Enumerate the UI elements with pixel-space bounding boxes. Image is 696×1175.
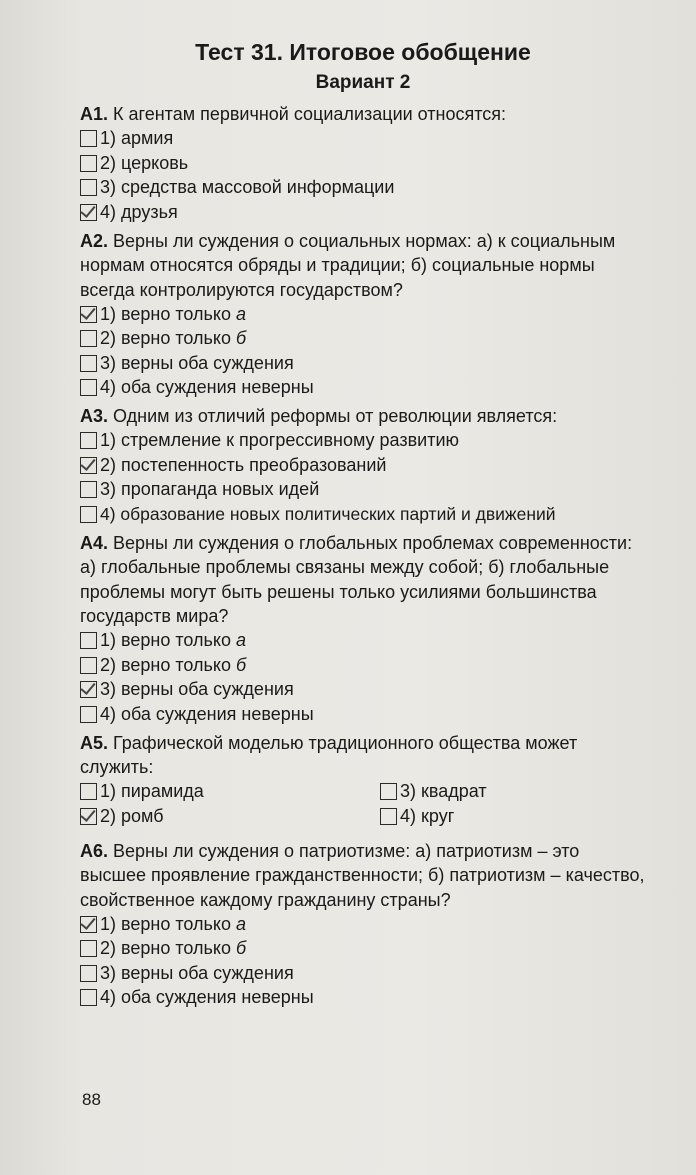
answer-option[interactable] — [80, 351, 646, 376]
option-label: 3) верны оба суждения — [100, 962, 294, 983]
option-label: 3) верны оба суждения — [100, 679, 294, 700]
checkbox[interactable] — [80, 179, 97, 196]
option-label: 2) постепенность преобразований — [100, 454, 387, 475]
answer-option[interactable] — [80, 127, 646, 152]
answer-option[interactable] — [80, 702, 646, 727]
checkbox-checked[interactable] — [80, 681, 97, 698]
checkbox[interactable] — [80, 379, 97, 396]
option-label: 1) верно только — [100, 913, 231, 934]
answer-option[interactable] — [380, 780, 640, 805]
option-label: 1) верно только — [100, 303, 231, 324]
checkbox[interactable] — [80, 965, 97, 982]
answer-grid — [80, 780, 646, 829]
question-text: Графической моделью традиционного общества может служить: — [80, 732, 578, 777]
question-a1 — [80, 102, 646, 225]
checkbox[interactable] — [380, 808, 397, 825]
page-number: 88 — [82, 1090, 101, 1109]
option-label: 1) верно только — [100, 630, 231, 651]
question-number: А2. — [80, 230, 109, 251]
answer-option[interactable] — [80, 376, 646, 401]
option-label: 4) оба суждения неверны — [100, 703, 314, 724]
option-label: 2) верно только — [100, 938, 231, 959]
option-letter: б — [235, 654, 247, 675]
option-label: 4) образование новых политических партий и движений — [100, 503, 556, 524]
option-label: 2) церковь — [100, 152, 189, 173]
question-a2 — [80, 229, 646, 401]
checkbox[interactable] — [80, 783, 97, 800]
question-a5 — [80, 731, 646, 829]
option-label: 4) друзья — [100, 201, 178, 222]
answer-option[interactable] — [80, 478, 646, 503]
checkbox[interactable] — [80, 432, 97, 449]
checkbox[interactable] — [80, 155, 97, 172]
checkbox-checked[interactable] — [80, 916, 97, 933]
option-label: 3) квадрат — [400, 781, 487, 802]
question-a4 — [80, 531, 646, 727]
option-letter: а — [235, 630, 246, 651]
answer-option[interactable] — [80, 937, 646, 962]
answer-option[interactable] — [80, 629, 646, 654]
question-number: А4. — [80, 532, 109, 553]
option-label: 4) круг — [400, 805, 455, 826]
answer-option[interactable] — [80, 961, 646, 986]
option-label: 4) оба суждения неверны — [100, 987, 314, 1008]
checkbox[interactable] — [80, 506, 97, 523]
answer-option[interactable] — [80, 327, 646, 352]
checkbox[interactable] — [80, 940, 97, 957]
answer-option[interactable] — [80, 200, 646, 225]
question-number: А1. — [80, 104, 109, 124]
question-a6 — [80, 839, 646, 1011]
option-label: 2) ромб — [100, 805, 164, 826]
answer-option[interactable] — [80, 176, 646, 201]
answer-option[interactable] — [80, 986, 646, 1011]
answer-option[interactable] — [80, 804, 380, 829]
checkbox[interactable] — [380, 783, 397, 800]
answer-option[interactable] — [80, 780, 380, 805]
question-text: К агентам первичной социализации относятся: — [113, 104, 507, 124]
answer-option[interactable] — [80, 151, 646, 176]
question-text: Верны ли суждения о патриотизме: а) патриотизм – это высшее проявление гражданственности; б) патриотизм – качество, свойственное каждому гражданину страны? — [80, 840, 645, 910]
option-letter: а — [235, 303, 246, 324]
question-text: Верны ли суждения о глобальных проблемах современности: а) глобальные проблемы связаны между собой; б) глобальные проблемы могут быть решены только усилиями большинства государств мира? — [80, 532, 633, 626]
answer-option[interactable] — [80, 429, 646, 454]
question-a3 — [80, 404, 646, 527]
answer-option[interactable] — [80, 678, 646, 703]
option-letter: б — [235, 938, 247, 959]
option-letter: б — [235, 328, 247, 349]
checkbox[interactable] — [80, 481, 97, 498]
checkbox-checked[interactable] — [80, 457, 97, 474]
answer-option[interactable] — [80, 912, 646, 937]
option-label: 3) средства массовой информации — [100, 177, 395, 198]
answer-option[interactable] — [80, 502, 646, 527]
option-label: 1) пирамида — [100, 781, 204, 802]
question-number: А3. — [80, 406, 109, 426]
checkbox-checked[interactable] — [80, 808, 97, 825]
checkbox[interactable] — [80, 632, 97, 649]
checkbox-checked[interactable] — [80, 204, 97, 221]
checkbox[interactable] — [80, 330, 97, 347]
checkbox-checked[interactable] — [80, 306, 97, 323]
option-label: 1) армия — [100, 128, 174, 149]
answer-option[interactable] — [380, 804, 640, 829]
question-number: А5. — [80, 732, 109, 753]
checkbox[interactable] — [80, 989, 97, 1006]
checkbox[interactable] — [80, 657, 97, 674]
question-text: Верны ли суждения о социальных нормах: а) к социальным нормам относятся обряды и традиции; б) социальные нормы всегда контролируются государством? — [80, 230, 616, 300]
answer-option[interactable] — [80, 302, 646, 327]
option-label: 4) оба суждения неверны — [100, 377, 314, 398]
answer-option[interactable] — [80, 653, 646, 678]
option-label: 3) верны оба суждения — [100, 352, 294, 373]
page-title: Тест 31. Итоговое обобщение — [195, 39, 531, 65]
option-label: 1) стремление к прогрессивному развитию — [100, 430, 460, 451]
test-content — [80, 36, 646, 1010]
checkbox[interactable] — [80, 355, 97, 372]
option-label: 3) пропаганда новых идей — [100, 479, 320, 500]
question-number: А6. — [80, 840, 109, 861]
option-label: 2) верно только — [100, 654, 231, 675]
checkbox[interactable] — [80, 130, 97, 147]
option-letter: а — [235, 913, 246, 934]
question-text: Одним из отличий реформы от революции является: — [113, 406, 558, 426]
variant-heading: Вариант 2 — [315, 72, 411, 93]
option-label: 2) верно только — [100, 328, 231, 349]
answer-option[interactable] — [80, 453, 646, 478]
checkbox[interactable] — [80, 706, 97, 723]
